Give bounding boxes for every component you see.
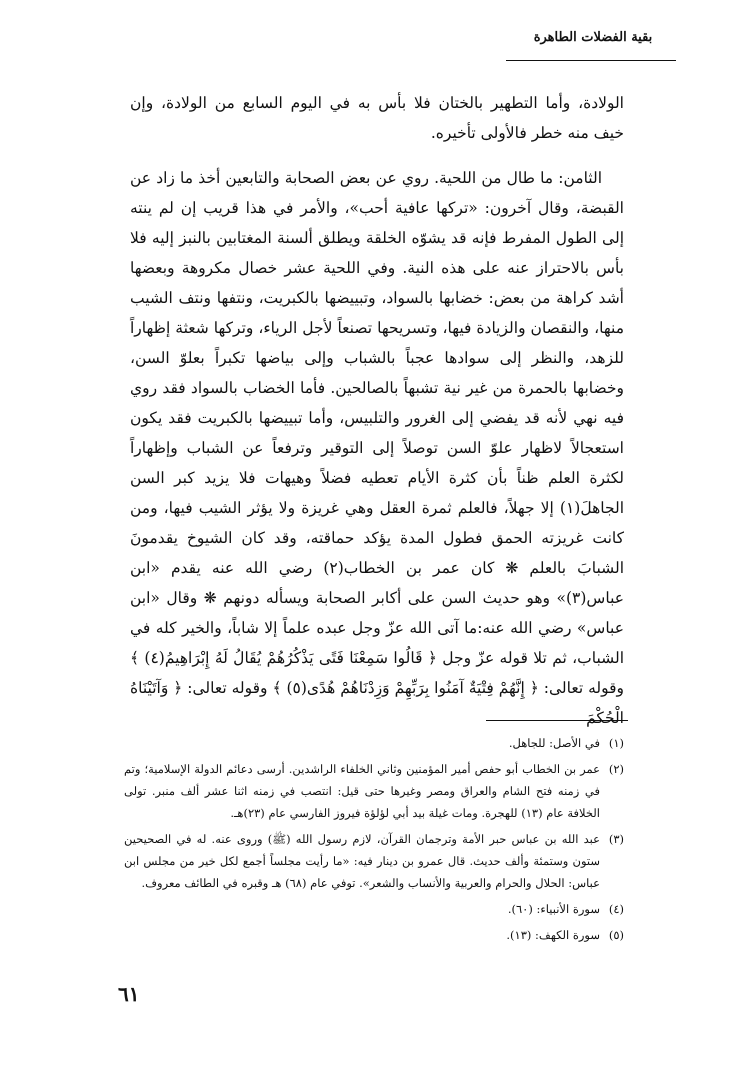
footnote (124, 758, 624, 824)
paragraph: الثامن: ما طال من اللحية. روي عن بعض الصحابة والتابعين أخذ ما زاد عن القبضة، وقال آخرون: «تركها عافية أحب»، والأمر في هذا قريب إن لم ينته إلى الطول المفرط فإنه قد يشوّه الخلقة ويطلق ألسنة المغتابين بالنبز إليه فلا بأس بالاحتراز عنه على هذه النية. وفي اللحية عشر خصال مكروهة وبعضها أشد كراهة من بعض: خضابها بالسواد، وتبييضها بالكبريت، ونتفها ونتف الشيب منها، والنقصان والزيادة فيها، وتسريحها تصنعاً لأجل الرياء، وتركها شعثة إظهاراً للزهد، والنظر إلى سوادها عجباً بالشباب وإلى بياضها تكبراً بعلوّ السن، وخضابها بالحمرة من غير نية تشبهاً بالصالحين. فأما الخضاب بالسواد فقد روي فيه نهي لأنه قد يفضي إلى الغرور والتلبيس، وأما تبييضها بالكبريت فقد يكون استعجالاً لاظهار علوّ السن توصلاً إلى التوقير وترفعاً عن الشباب وإظهاراً لكثرة العلم ظناً بأن كثرة الأيام تعطيه فضلاً وهيهات فلا يزيد كبر السن الجاهلَ(١) إلا جهلاً، فالعلم ثمرة العقل وهي غريزة ولا يؤثر الشيب فيها، ومن كانت غريزته الحمق فطول المدة يؤكد حماقته، وقد كان الشيوخ يقدمونَ الشبابَ بالعلم ❋ كان عمر بن الخطاب(٢) رضي الله عنه يقدم «ابن عباس(٣)» وهو حديث السن على أكابر الصحابة ويسأله دونهم ❋ وقال «ابن عباس» رضي الله عنه:ما آتى الله عزّ وجل عبده علماً إلا شاباً، والخير كله في الشباب، ثم تلا قوله عزّ وجل ﴿ قَالُوا سَمِعْنَا فَتًى يَذْكُرُهُمْ يُقَالُ لَهُ إِبْرَاهِيمُ(٤) ﴾ وقوله تعالى: ﴿ إِنَّهُمْ فِتْيَةٌ آمَنُوا بِرَبِّهِمْ وَزِدْنَاهُمْ هُدًى(٥) ﴾ وقوله تعالى: ﴿ وَآتَيْنَاهُ الْحُكْمَ (130, 169, 625, 727)
page-number: ٦١ (118, 982, 140, 1006)
footnote-text: في الأصل: للجاهل. (508, 736, 600, 750)
footnote-text: عبد الله بن عباس حبر الأمة وترجمان القرآن، لازم رسول الله (ﷺ) وروى عنه. له في الصحيحين ستون وستمئة وألف حديث. قال عمرو بن دينار فيه: «ما رأيت مجلساً أجمع لكل خير من مجلس ابن عباس: الحلال والحرام والعربية والأنساب والشعر». توفي عام (٦٨) هـ وقبره في الطائف معروف. (124, 832, 600, 890)
footnote (124, 732, 624, 754)
footnote-text: سورة الكهف: (١٣). (506, 928, 600, 942)
running-title: بقية الفضلات الطاهرة (533, 30, 653, 45)
footnote (124, 828, 624, 894)
header-rule (506, 60, 676, 61)
footnotes (124, 732, 624, 950)
footnote-number: (١) (608, 736, 624, 750)
footnote-number: (٢) (608, 762, 624, 776)
footnote (124, 898, 624, 920)
main-text (130, 88, 624, 748)
footnote-number: (٥) (608, 928, 624, 942)
footnote-separator (486, 720, 628, 721)
paragraph: الولادة، وأما التطهير بالختان فلا بأس به في اليوم السابع من الولادة، وإن خيف منه خطر فالأولى تأخيره. (130, 94, 624, 142)
footnote-text: عمر بن الخطاب أبو حفص أمير المؤمنين وثاني الخلفاء الراشدين. أرسى دعائم الدولة الإسلامية؛ وتم في زمنه فتح الشام والعراق ومصر وغيرها حتى قيل: انتصب في زمنه اثنا عشر ألف منبر. تولى الخلافة عام (١٣) للهجرة. ومات غيلة بيد أبي لؤلؤة فيروز الفارسي عام (٢٣)هـ. (124, 762, 600, 820)
footnote-text: سورة الأنبياء: (٦٠). (507, 902, 600, 916)
footnote (124, 924, 624, 946)
footnote-number: (٣) (608, 832, 624, 846)
footnote-number: (٤) (608, 902, 624, 916)
